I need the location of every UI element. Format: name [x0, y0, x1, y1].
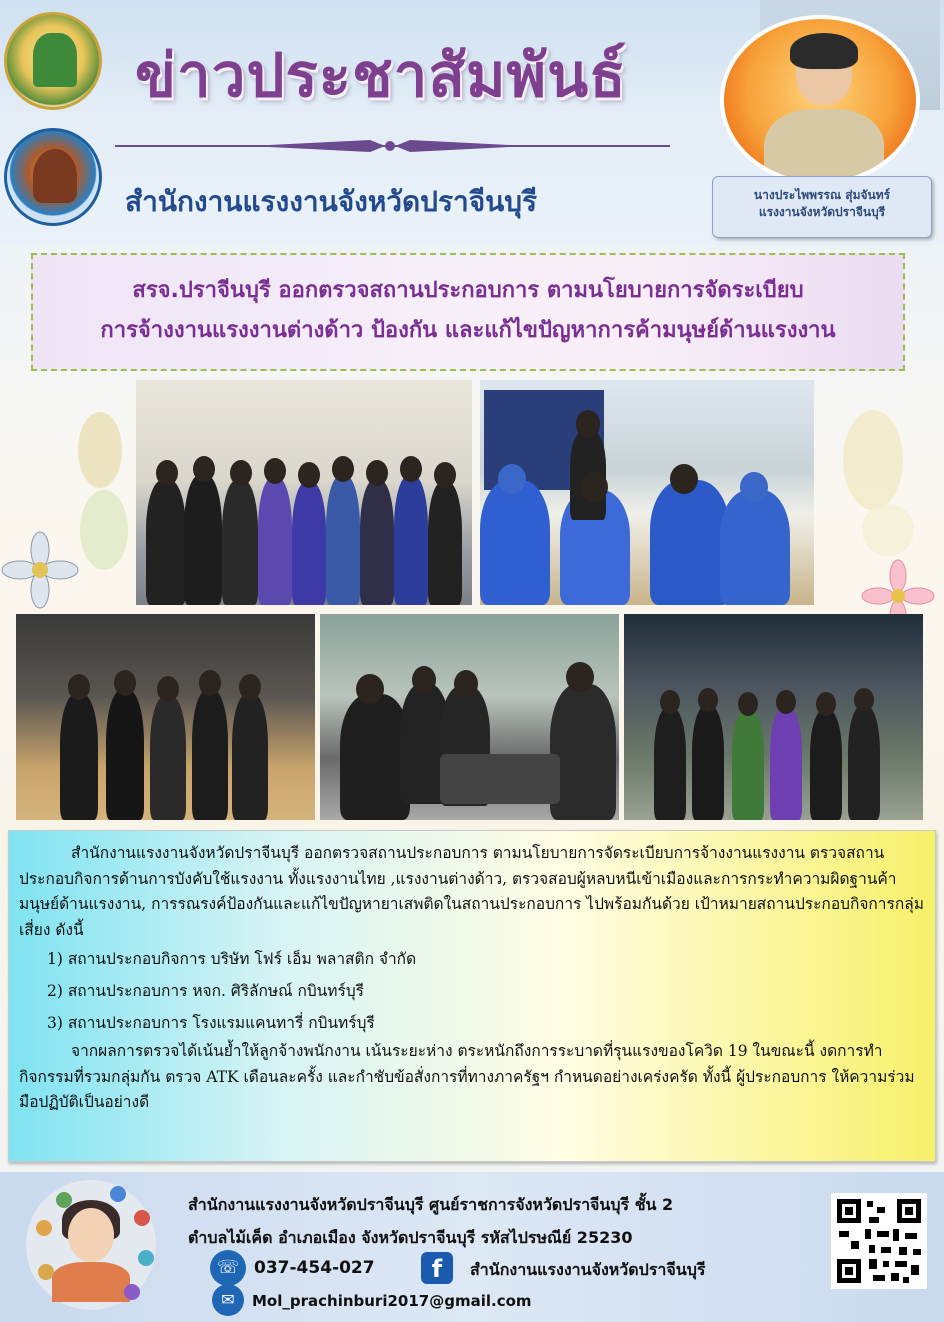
- photo-hotel-lobby-team: [16, 614, 315, 820]
- page-title: ข่าวประชาสัมพันธ์: [135, 41, 627, 111]
- headline-line-1: สรจ.ปราจีนบุรี ออกตรวจสถานประกอบการ ตามนโยบายการจัดระเบียบ: [132, 278, 804, 303]
- official-name-plate: [712, 176, 932, 238]
- news-body: [8, 830, 936, 1162]
- footer-phone[interactable]: 037-454-027: [254, 1258, 375, 1278]
- photo-group-inspection-office: [136, 380, 472, 605]
- leaf-decoration-right: [818, 400, 928, 560]
- footer-facebook[interactable]: สำนักงานแรงงานจังหวัดปราจีนบุรี: [470, 1260, 706, 1279]
- ministry-of-labour-logo: [4, 12, 102, 110]
- leaf-decoration: [60, 410, 140, 590]
- qr-code[interactable]: [831, 1193, 927, 1289]
- email-icon: ✉: [212, 1284, 244, 1316]
- headline-line-2: การจ้างงานแรงงานต่างด้าว ป้องกัน และแก้ไขปัญหาการค้ามนุษย์ด้านแรงงาน: [100, 318, 836, 343]
- tree-emblem-icon: [33, 149, 77, 203]
- list-item: 3) สถานประกอบการ โรงแรมแคนทารี่ กบินทร์บุรี: [47, 1014, 375, 1032]
- call-center-agent-icon: [26, 1180, 156, 1310]
- divider-ornament: [250, 136, 530, 156]
- phone-icon: ☏: [210, 1250, 246, 1286]
- list-item: 2) สถานประกอบการ หจก. ศิริลักษณ์ กบินทร์บุรี: [47, 982, 364, 1000]
- body-intro: สำนักงานแรงงานจังหวัดปราจีนบุรี ออกตรวจสถานประกอบการ ตามนโยบายการจัดระเบียบการจ้างงานแรงงาน ตรวจสถานประกอบกิจการด้านการบังคับใช้แรงงาน ทั้งแรงงานไทย ,แรงงานต่างด้าว, ตรวจสอบผู้หลบหนีเข้าเมืองและการกระทำความผิดฐานค้ามนุษย์ด้านแรงงาน, การรณรงค์ป้องกันและแก้ไขปัญหายาเสพติดในสถานประกอบการ ไปพร้อมกันด้วย เป้าหมายสถานประกอบกิจการกลุ่มเสี่ยง ดังนี้: [19, 844, 924, 939]
- official-name: นางประไพพรรณ สุ่มจันทร์: [753, 188, 891, 202]
- footer-address-line-2: ตำบลไม้เค็ด อำเภอเมือง จังหวัดปราจีนบุรี รหัสไปรษณีย์ 25230: [188, 1228, 633, 1247]
- body-conclusion: จากผลการตรวจได้เน้นย้ำให้ลูกจ้างพนักงาน เน้นระยะห่าง ตระหนักถึงการระบาดที่รุนแรงของโควิด 19 ในขณะนี้ งดการทำกิจกรรมที่รวมกลุ่มกัน ตรวจ ATK เดือนละครั้ง และกำชับข้อสั่งการที่ทางภาครัฐฯ กำหนดอย่างเคร่งครัด ทั้งนี้ ผู้ประกอบการ ให้ความร่วมมือปฏิบัติเป็นอย่างดี: [19, 1042, 915, 1111]
- official-position: แรงงานจังหวัดปราจีนบุรี: [758, 205, 886, 219]
- office-subtitle: สำนักงานแรงงานจังหวัดปราจีนบุรี: [125, 185, 538, 218]
- headline-box: [31, 253, 905, 371]
- footer-email[interactable]: Mol_prachinburi2017@gmail.com: [252, 1292, 532, 1310]
- deity-emblem-icon: [33, 33, 77, 87]
- footer-address-line-1: สำนักงานแรงงานจังหวัดปราจีนบุรี ศูนย์ราชการจังหวัดปราจีนบุรี ชั้น 2: [188, 1195, 674, 1214]
- facebook-icon[interactable]: f: [421, 1252, 453, 1284]
- photo-factory-team: [624, 614, 923, 820]
- prachinburi-province-seal: [4, 128, 102, 226]
- official-portrait: [720, 15, 920, 185]
- photo-worker-interview: [480, 380, 814, 605]
- list-item: 1) สถานประกอบกิจการ บริษัท โฟร์ เอ็ม พลาสติก จำกัด: [47, 950, 417, 968]
- photo-document-review: [320, 614, 619, 820]
